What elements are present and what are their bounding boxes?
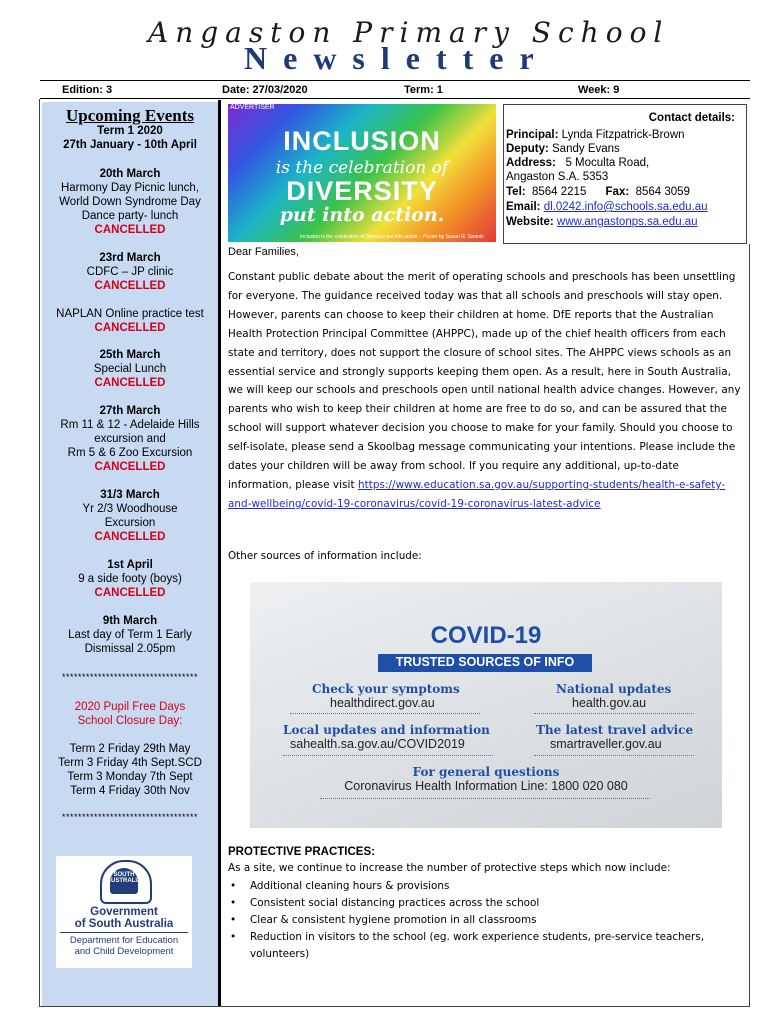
- event-item: [42, 251, 218, 293]
- newsletter-title: Newsletter: [244, 40, 550, 76]
- principal-line: Principal: Lynda Fitzpatrick-Brown: [506, 129, 685, 141]
- event-date: 27th March: [99, 405, 161, 417]
- dotted-rule: [283, 755, 493, 756]
- covid-site: smartraveller.gov.au: [550, 737, 662, 751]
- upcoming-events-title: Upcoming Events: [66, 106, 194, 125]
- event-item: [42, 348, 218, 390]
- event-status: CANCELLED: [94, 461, 166, 473]
- event-line: Excursion: [104, 517, 156, 529]
- event-status: CANCELLED: [94, 322, 166, 334]
- event-status: CANCELLED: [94, 531, 166, 543]
- edition-label: Edition: 3: [62, 84, 113, 96]
- pupil-free-days: [42, 700, 218, 728]
- free-days-title: 2020 Pupil Free Days: [74, 701, 186, 713]
- event-line: Rm 5 & 6 Zoo Excursion: [67, 447, 193, 459]
- event-item: [42, 614, 218, 656]
- event-status: CANCELLED: [94, 280, 166, 292]
- protective-practices-title: PROTECTIVE PRACTICES:: [228, 846, 375, 858]
- email-line: Email: dl.0242.info@schools.sa.edu.au: [506, 201, 708, 213]
- banner-line-3: DIVERSITY: [286, 176, 438, 206]
- department-name: Department for Education and Child Development: [69, 935, 179, 957]
- list-item: • Clear & consistent hygiene promotion in all classrooms: [228, 912, 728, 929]
- free-days-subtitle: School Closure Day:: [77, 715, 183, 727]
- covid-title: COVID-19: [430, 622, 542, 649]
- event-line: Last day of Term 1 Early: [68, 629, 192, 641]
- free-day: Term 2 Friday 29th May: [69, 743, 191, 755]
- week-label: Week: 9: [578, 84, 620, 96]
- protective-practices-intro: As a site, we continue to increase the number of protective steps which now include:: [228, 862, 671, 874]
- deputy-line: Deputy: Sandy Evans: [506, 143, 620, 155]
- list-item: • Reduction in visitors to the school (eg. work experience students, pre-service teachers, volunteers): [228, 929, 728, 963]
- letter-body: Constant public debate about the merit of operating schools and preschools has been unsettling for everyone. The guidance received today was that all schools and preschools will stay open. However, parents can choose to keep their children at home. DfE reports that the Australian Health Protection Principal Committee (AHPPC), made up of the chief health officers from each state and territory, does not support the closure of school sites. The AHPPC views schools as an essential service and strongly supports keeping them open. As a result, here in South Australia, we will keep our schools and preschools open until national health advice changes. However, any parents who wish to keep their children at home are free to do so, and can be assured that the school will support whatever decision you choose to make for your family. Should you choose to self-isolate, please send a Skoolbag message communicating your intentions. Please include the dates your children will be away from school. If you require any additional, up-to-date information, please visit https://www.education.sa.gov.au/supporting-students/health-e-safety-and-wellbeing/covid-19-coronavirus/covid-19-coronavirus-latest-advice: [228, 271, 741, 510]
- school-name: Angaston Primary School: [148, 16, 670, 49]
- event-line: World Down Syndrome Day: [59, 196, 201, 208]
- event-date: 1st April: [107, 559, 153, 571]
- dotted-rule: [320, 798, 650, 799]
- event-line: Rm 11 & 12 - Adelaide Hills: [60, 419, 200, 431]
- event-line: Dance party- lunch: [81, 210, 179, 222]
- free-day: Term 3 Friday 4th Sept.SCD: [58, 757, 202, 769]
- event-item: [42, 307, 218, 335]
- address-line-2: Angaston S.A. 5353: [506, 171, 609, 183]
- event-date: 31/3 March: [100, 489, 160, 501]
- masthead-rule: [40, 80, 750, 81]
- banner-credit: Inclusion is the celebration of Diversity put into action – Poster by Susan R. Swanik: [300, 234, 484, 240]
- event-line: Harmony Day Picnic lunch,: [60, 182, 200, 194]
- phone-line: Tel: 8564 2215 Fax: 8564 3059: [506, 186, 690, 198]
- dotted-rule: [534, 755, 694, 756]
- banner-line-1: INCLUSION: [283, 126, 441, 156]
- event-line: Special Lunch: [93, 363, 167, 375]
- greeting: Dear Families,: [228, 246, 299, 258]
- free-day: Term 4 Friday 30th Nov: [70, 785, 190, 797]
- list-item: • Additional cleaning hours & provisions: [228, 878, 728, 895]
- gov-name: Government of South Australia: [74, 906, 174, 930]
- covid-site: health.gov.au: [572, 696, 647, 710]
- event-status: CANCELLED: [94, 587, 166, 599]
- event-item: [42, 488, 218, 544]
- covid-site: healthdirect.gov.au: [330, 696, 435, 710]
- contact-title: Contact details:: [648, 112, 735, 124]
- covid-hotline: Coronavirus Health Information Line: 1800 020 080: [344, 779, 628, 793]
- event-date: 9th March: [102, 615, 158, 627]
- dotted-rule: [290, 713, 480, 714]
- event-line: Yr 2/3 Woodhouse: [82, 503, 178, 515]
- protective-practices-list: [228, 878, 728, 963]
- term-range: 27th January - 10th April: [63, 139, 197, 151]
- covid-heading: National updates: [556, 682, 672, 696]
- address-line: Address: 5 Moculta Road,: [506, 157, 650, 169]
- event-line: Dismissal 2.05pm: [84, 643, 176, 655]
- covid-site: sahealth.sa.gov.au/COVID2019: [290, 737, 465, 751]
- banner-line-4: put into action.: [279, 204, 445, 226]
- event-status: CANCELLED: [94, 224, 166, 236]
- website-line: Website: www.angastonps.sa.edu.au: [506, 216, 698, 228]
- event-item: [42, 167, 218, 237]
- free-days-list: [42, 742, 218, 798]
- term-dates: [42, 124, 218, 152]
- list-item: • Consistent social distancing practices across the school: [228, 895, 728, 912]
- covid-general-heading: For general questions: [412, 765, 560, 779]
- event-date: 25th March: [99, 349, 161, 361]
- event-item: [42, 404, 218, 474]
- event-line: 9 a side footy (boys): [78, 573, 182, 585]
- stars-divider: **********************************: [61, 812, 199, 822]
- covid-heading: Check your symptoms: [312, 682, 460, 696]
- covid-heading: Local updates and information: [283, 723, 490, 737]
- frame-bottom: [39, 1006, 750, 1007]
- website-link[interactable]: www.angastonps.sa.edu.au: [556, 216, 698, 228]
- event-line: excursion and: [94, 433, 166, 445]
- email-link[interactable]: dl.0242.info@schools.sa.edu.au: [543, 201, 708, 213]
- meta-rule: [40, 98, 750, 99]
- sidebar-divider: [218, 100, 221, 1006]
- covid-heading: The latest travel advice: [536, 723, 694, 737]
- frame-right: [749, 244, 750, 1006]
- covid-subtitle: TRUSTED SOURCES OF INFO: [395, 655, 575, 669]
- event-status: CANCELLED: [94, 377, 166, 389]
- event-item: [42, 558, 218, 600]
- date-label: Date: 27/03/2020: [222, 84, 308, 96]
- education-advice-link[interactable]: https://www.education.sa.gov.au/supporting-students/health-e-safety-and-wellbeing/covid-19-coronavirus/covid-19-coronavirus-latest-advice: [228, 478, 726, 510]
- term-heading: Term 1 2020: [97, 125, 163, 137]
- stars-divider: **********************************: [61, 672, 199, 682]
- term-label: Term: 1: [404, 84, 443, 96]
- banner-publisher: ADVERTISER: [230, 104, 275, 111]
- event-line: NAPLAN Online practice test: [56, 308, 204, 320]
- other-sources-label: Other sources of information include:: [228, 550, 422, 562]
- crest-text: SOUTH AUSTRALIA: [106, 872, 142, 884]
- banner-line-2: is the celebration of: [275, 158, 449, 178]
- event-date: 23rd March: [99, 252, 161, 264]
- dotted-rule: [534, 713, 694, 714]
- gov-rule: [60, 932, 188, 933]
- event-date: 20th March: [99, 168, 161, 180]
- frame-left: [39, 99, 40, 1007]
- free-day: Term 3 Monday 7th Sept: [67, 771, 193, 783]
- event-line: CDFC – JP clinic: [86, 266, 174, 278]
